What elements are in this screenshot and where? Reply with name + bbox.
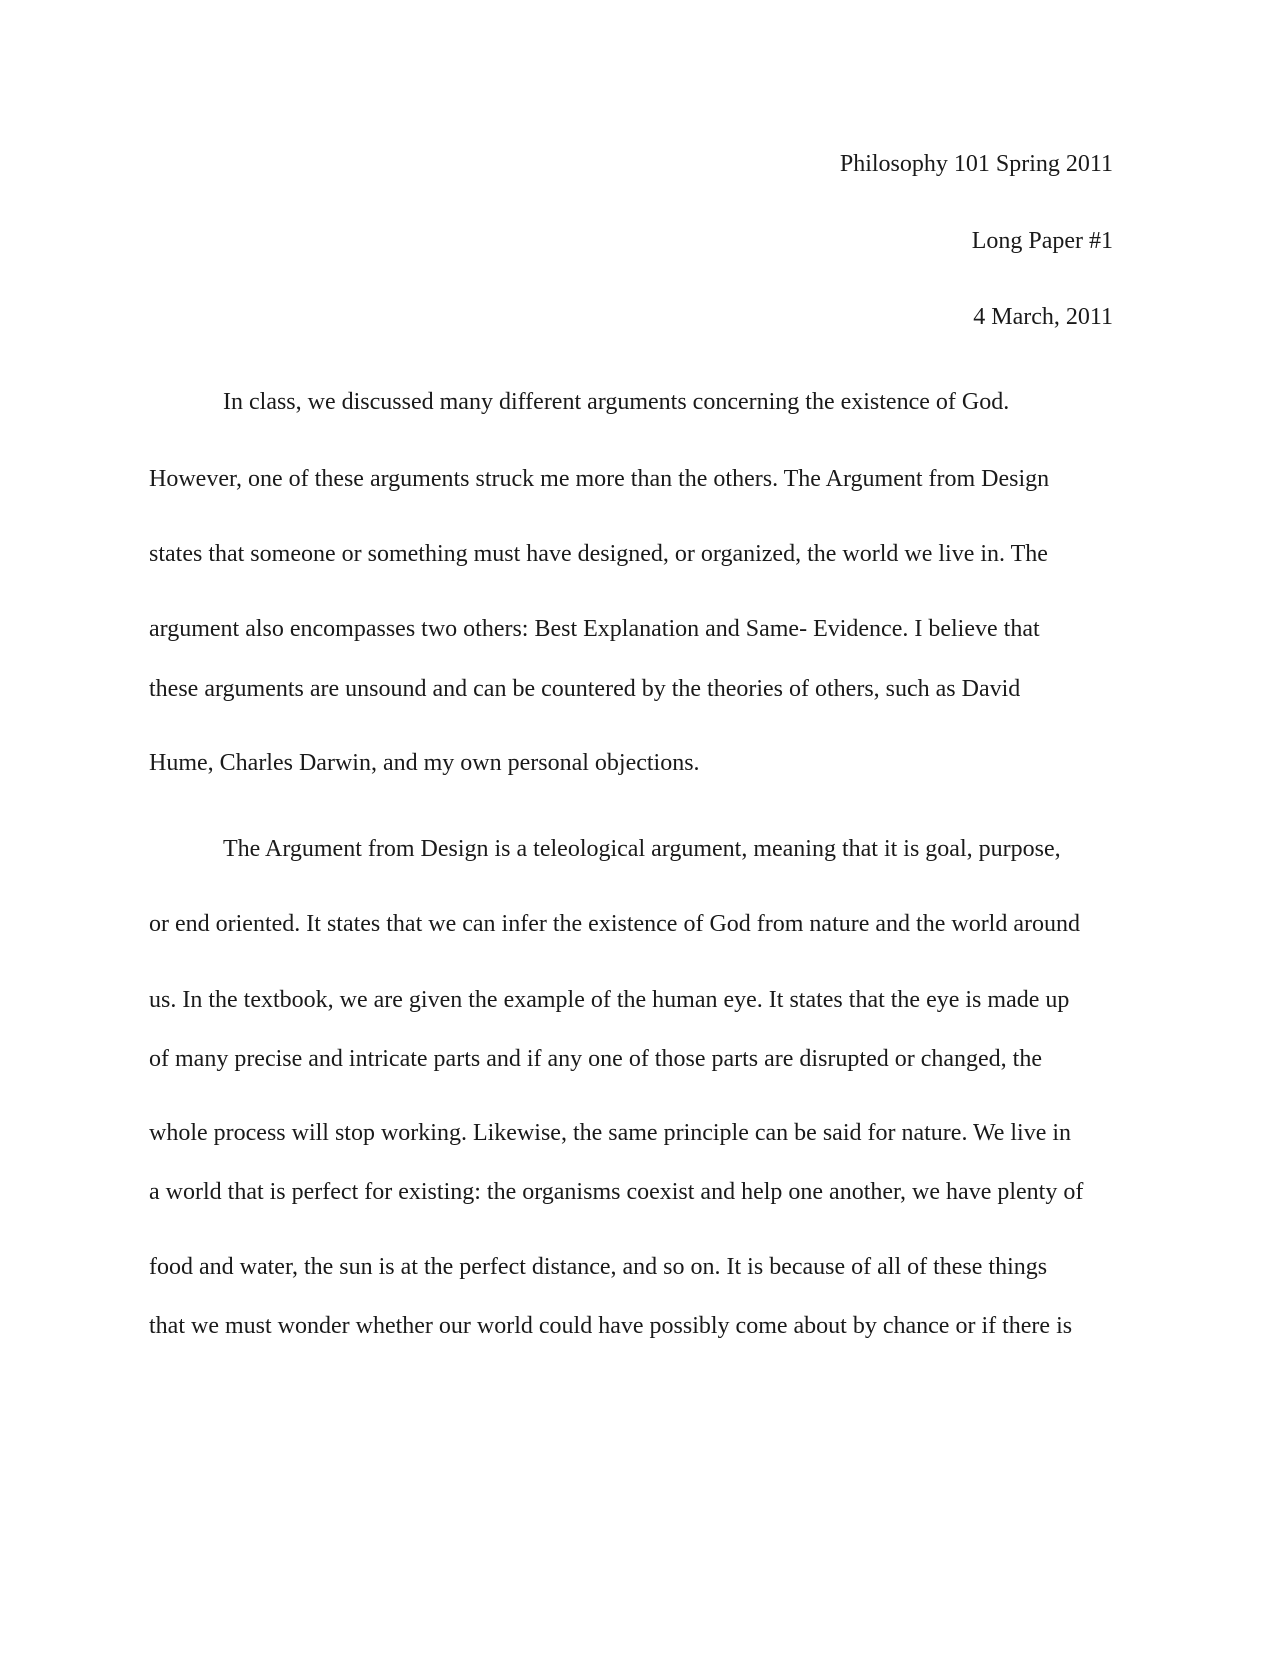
paragraph-line: a world that is perfect for existing: the organisms coexist and help one another, we have plenty of (149, 1179, 1084, 1205)
paragraph-line: that we must wonder whether our world could have possibly come about by chance or if there is (149, 1313, 1073, 1339)
paragraph-line: these arguments are unsound and can be countered by the theories of others, such as David (149, 676, 1021, 702)
paragraph-line: The Argument from Design is a teleological argument, meaning that it is goal, purpose, (223, 836, 1061, 862)
paragraph-line: In class, we discussed many different arguments concerning the existence of God. (223, 389, 1010, 415)
paragraph-line: of many precise and intricate parts and if any one of those parts are disrupted or changed, the (149, 1046, 1043, 1072)
course-line: Philosophy 101 Spring 2011 (839, 151, 1113, 177)
paragraph-line: Hume, Charles Darwin, and my own personal objections. (149, 750, 700, 776)
paragraph-line: states that someone or something must have designed, or organized, the world we live in. The (149, 541, 1048, 567)
date-line: 4 March, 2011 (973, 304, 1113, 330)
paragraph-line: us. In the textbook, we are given the example of the human eye. It states that the eye is made up (149, 987, 1070, 1013)
paragraph-line: food and water, the sun is at the perfect distance, and so on. It is because of all of these things (149, 1254, 1048, 1280)
paragraph-line: However, one of these arguments struck me more than the others. The Argument from Design (149, 466, 1050, 492)
paragraph-line: or end oriented. It states that we can infer the existence of God from nature and the world around (149, 911, 1080, 937)
paragraph-line: argument also encompasses two others: Best Explanation and Same- Evidence. I believe that (149, 616, 1040, 642)
paragraph-line: whole process will stop working. Likewise, the same principle can be said for nature. We live in (149, 1120, 1072, 1146)
assignment-line: Long Paper #1 (971, 228, 1113, 254)
